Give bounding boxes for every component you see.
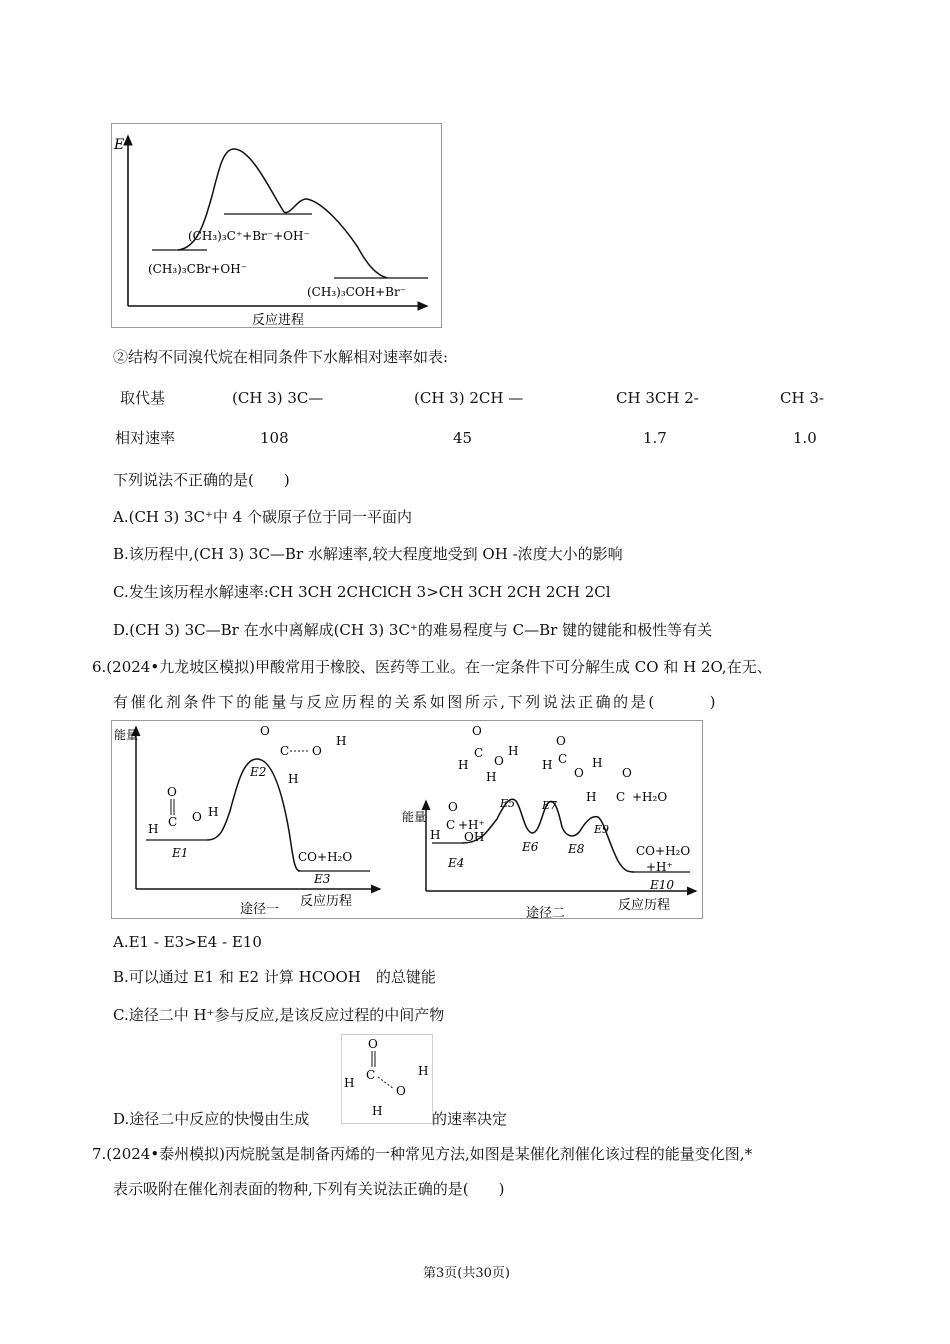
energy-diagram-1 [111,123,442,328]
int2-o: O [556,734,566,748]
right-reactant-h: H [430,828,441,842]
q6-option-c: C.途径二中 H⁺参与反应,是该反应过程的中间产物 [113,1006,445,1024]
int1-o: O [472,724,482,738]
left-x-label: 反应历程 [300,894,353,909]
molecule-h2: H [208,805,219,819]
int2-h: H [542,758,553,772]
table-header-0: 取代基 [120,389,166,407]
int1-o2: O [494,754,504,768]
level-e3: E3 [314,872,331,886]
x-axis-label: 反应进程 [252,313,305,327]
q5-option-c: C.发生该历程水解速率:CH 3CH 2CHClCH 3>CH 3CH 2CH 2CH 2Cl [113,583,611,601]
q6-stem-line1: 6.(2024•九龙坡区模拟)甲酸常用于橡胶、医药等工业。在一定条件下可分解生成 CO 和 H 2O,在无、 [92,658,772,676]
reactant-state-label: (CH₃)₃CBr+OH⁻ [148,262,248,276]
level-e9: E9 [594,823,610,836]
molecule-o2: O [192,810,202,824]
int2-h2: H [592,756,603,770]
level-e7: E7 [542,799,558,812]
left-y-label: 能量 [114,728,139,742]
int1-h2: H [508,744,519,758]
right-reactant-plus: +H⁺ [458,818,485,832]
q5-prompt: 下列说法不正确的是( ) [113,471,290,489]
table-row-label: 相对速率 [115,429,176,447]
left-caption: 途径一 [240,902,280,917]
right-reactant-o: O [448,800,458,814]
molecule-c: C [168,815,178,829]
table-value-2: 1.7 [643,429,667,447]
table-value-3: 1.0 [793,429,817,447]
right-x-label: 反应历程 [618,898,671,913]
mol-o2: O [396,1084,406,1098]
int1-c: C [474,746,484,760]
molecule-h: H [148,822,159,836]
q6-option-d: D.途径二中反应的快慢由生成 [113,1110,310,1128]
right-product-2: +H⁺ [646,860,673,874]
mol-h3: H [372,1104,383,1118]
mol-o: O [368,1037,378,1051]
q5-option-a: A.(CH 3) 3C⁺中 4 个碳原子位于同一平面内 [113,508,412,526]
q6-option-d-tail: 的速率决定 [432,1110,508,1128]
right-y-label: 能量 [402,810,427,824]
int1-h: H [458,758,469,772]
int3-plus: +H₂O [632,790,668,804]
q6-option-b: B.可以通过 E1 和 E2 计算 HCOOH 的总键能 [113,968,436,986]
table-header-4: CH 3- [780,389,824,407]
q7-stem-line1: 7.(2024•泰州模拟)丙烷脱氢是制备丙烯的一种常见方法,如图是某催化剂催化该过程的能量变化图,* [92,1145,753,1163]
ts-c: C [280,744,290,758]
ts-o2: O [312,744,322,758]
mol-c: C [366,1068,376,1082]
intermediate-state-label: (CH₃)₃C⁺+Br⁻+OH⁻ [188,229,310,243]
formic-acid-intermediate-svg [342,1035,432,1123]
right-product-1: CO+H₂O [636,844,691,858]
energy-diagram-1-svg [112,124,441,327]
level-e10: E10 [650,878,675,892]
right-reactant-c: C [446,818,456,832]
q6-option-a: A.E1 - E3>E4 - E10 [113,933,262,951]
level-e5: E5 [500,797,516,810]
table-value-1: 45 [453,429,473,447]
q5-option-b: B.该历程中,(CH 3) 3C—Br 水解速率,较大程度地受到 OH -浓度大小的影响 [113,545,623,563]
ts-o: O [260,724,270,738]
int2-o2: O [574,766,584,780]
table-header-3: CH 3CH 2- [616,389,699,407]
q6-stem-line2: 有催化剂条件下的能量与反应历程的关系如图所示,下列说法正确的是( ) [113,693,719,711]
statement-2: ②结构不同溴代烷在相同条件下水解相对速率如表: [113,348,449,366]
int1-h3: H [486,770,497,784]
int3-o: O [622,766,632,780]
left-product: CO+H₂O [298,850,353,864]
right-reactant-oh: OH [464,830,485,844]
y-axis-label: E [114,137,125,153]
level-e4: E4 [448,856,465,870]
mol-h: H [344,1076,355,1090]
table-header-1: (CH 3) 3C— [232,389,324,407]
page-footer: 第3页(共30页) [423,1266,510,1281]
molecule-o: O [167,785,177,799]
int3-c: C [616,790,626,804]
int2-c: C [558,752,568,766]
level-e6: E6 [522,840,539,854]
level-e2: E2 [250,765,267,779]
product-state-label: (CH₃)₃COH+Br⁻ [307,285,407,299]
int3-h: H [586,790,597,804]
ts-h: H [336,734,347,748]
level-e1: E1 [172,846,189,860]
level-e8: E8 [568,842,585,856]
formic-acid-intermediate [341,1034,433,1124]
energy-diagram-2 [111,720,703,919]
q7-stem-line2: 表示吸附在催化剂表面的物种,下列有关说法正确的是( ) [113,1180,505,1198]
energy-diagram-2-svg [112,721,702,918]
ts-h2: H [288,772,299,786]
table-header-2: (CH 3) 2CH — [414,389,524,407]
right-caption: 途径二 [526,906,566,918]
table-value-0: 108 [260,429,289,447]
mol-dashed-bond [378,1077,394,1089]
mol-h2: H [418,1064,429,1078]
q5-option-d: D.(CH 3) 3C—Br 在水中离解成(CH 3) 3C⁺的难易程度与 C—Br 键的键能和极性等有关 [113,621,713,639]
